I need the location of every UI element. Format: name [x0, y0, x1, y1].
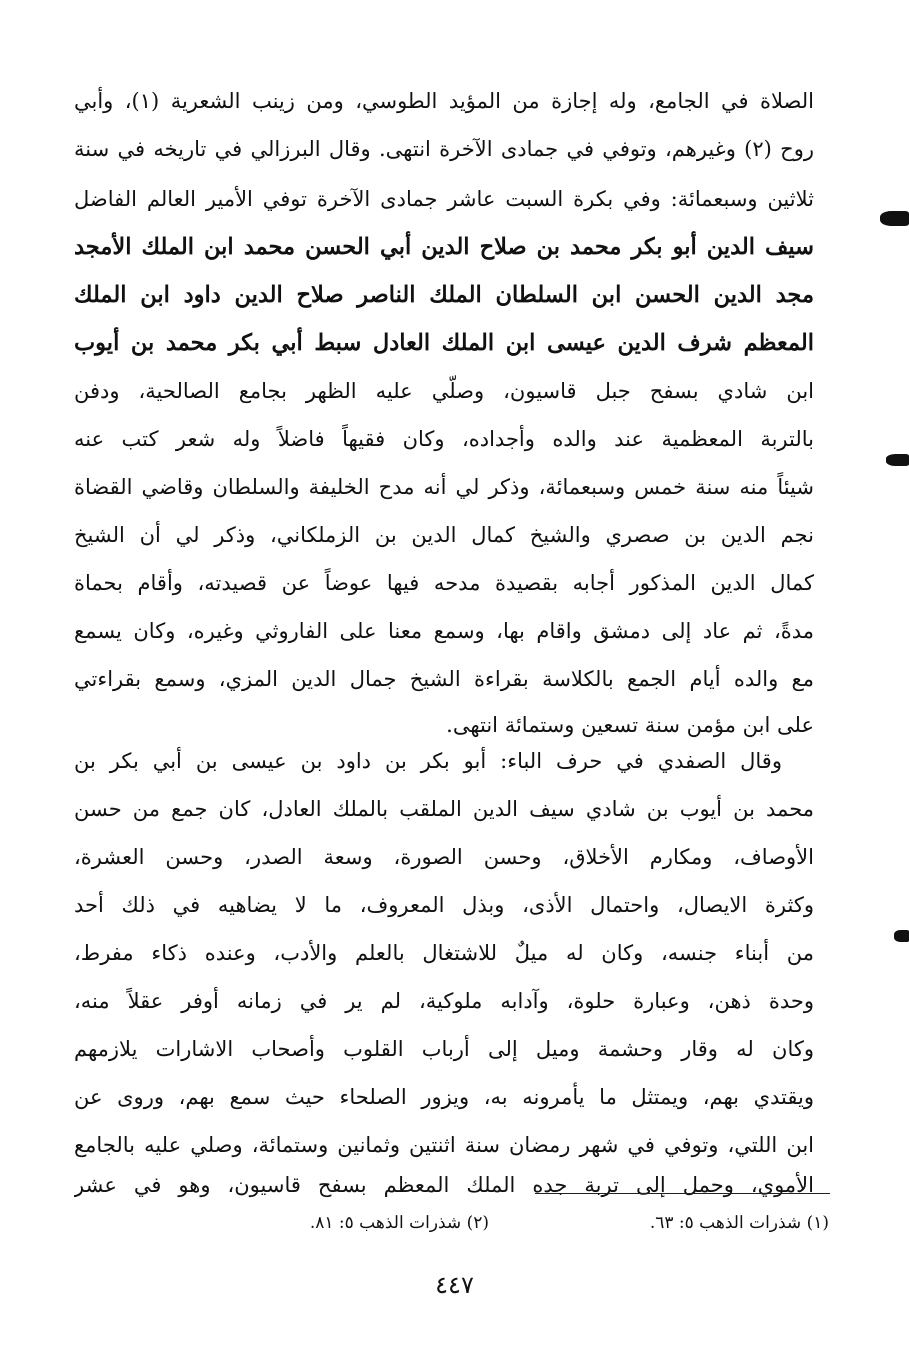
page-number: ٤٤٧ — [435, 1271, 474, 1299]
text-line-bold: سيف الدين أبو بكر محمد بن صلاح الدين أبي الحسن محمد ابن الملك الأمجد — [74, 234, 814, 260]
footnote-1: (١) شذرات الذهب ٥: ٦٣. — [649, 1213, 829, 1233]
text-line: ثلاثين وسبعمائة: وفي بكرة السبت عاشر جمادى الآخرة توفي الأمير العالم الفاضل — [74, 187, 814, 211]
text-line: روح (٢) وغيرهم، وتوفي في جمادى الآخرة انتهى. وقال البرزالي في تاريخه في سنة — [74, 137, 814, 161]
text-line: من أبناء جنسه، وكان له ميلٌ للاشتغال بالعلم والأدب، وعنده ذكاء مفرط، — [74, 941, 814, 965]
footnote-2: (٢) شذرات الذهب ٥: ٨١. — [309, 1213, 489, 1233]
text-line: وكثرة الايصال، واحتمال الأذى، وبذل المعروف، ما لا يضاهيه في ذلك أحد — [74, 893, 814, 917]
text-line: ابن اللتي، وتوفي في شهر رمضان سنة اثنتين وثمانين وستمائة، وصلي عليه بالجامع — [74, 1133, 814, 1157]
text-line: وقال الصفدي في حرف الباء: أبو بكر بن داود بن عيسى بن أبي بكر بن — [74, 749, 782, 773]
text-line: ابن شادي بسفح جبل قاسيون، وصلّي عليه الظهر بجامع الصالحية، ودفن — [74, 379, 814, 403]
text-line-bold: مجد الدين الحسن ابن السلطان الملك الناصر صلاح الدين داود ابن الملك — [74, 282, 814, 308]
text-line: وكان له وقار وحشمة وميل إلى أرباب القلوب وأصحاب الاشارات يلازمهم — [74, 1037, 814, 1061]
margin-mark-1 — [880, 211, 909, 226]
text-line: ويقتدي بهم، ويمتثل ما يأمرونه به، ويزور الصلحاء حيث سمع بهم، وروى عن — [74, 1085, 814, 1109]
text-line: الصلاة في الجامع، وله إجازة من المؤيد الطوسي، ومن زينب الشعرية (١)، وأبي — [74, 89, 814, 113]
text-line: الأموي، وحمل إلى تربة جده الملك المعظم بسفح قاسيون، وهو في عشر — [74, 1173, 814, 1197]
text-line: مدةً، ثم عاد إلى دمشق واقام بها، وسمع معنا على الفاروثي وغيره، وكان يسمع — [74, 619, 814, 643]
text-line: محمد بن أيوب بن شادي سيف الدين الملقب بالملك العادل، كان جمع من حسن — [74, 797, 814, 821]
margin-mark-3 — [894, 930, 909, 942]
text-line-bold: المعظم شرف الدين عيسى ابن الملك العادل سبط أبي بكر محمد بن أيوب — [74, 330, 814, 356]
text-line: الأوصاف، ومكارم الأخلاق، وحسن الصورة، وسعة الصدر، وحسن العشرة، — [74, 845, 814, 869]
footnote-divider — [535, 1193, 830, 1194]
text-line: وحدة ذهن، وعبارة حلوة، وآدابه ملوكية، لم ير في زمانه أوفر عقلاً منه، — [74, 989, 814, 1013]
text-line: على ابن مؤمن سنة تسعين وستمائة انتهى. — [446, 713, 814, 737]
text-line: بالتربة المعظمية عند والده وأجداده، وكان فقيهاً فاضلاً وله شعر كتب عنه — [74, 427, 814, 451]
text-line: كمال الدين المذكور أجابه بقصيدة مدحه فيها عوضاً عن قصيدته، وأقام بحماة — [74, 571, 814, 595]
margin-mark-2 — [886, 454, 909, 466]
text-line: نجم الدين بن صصري والشيخ كمال الدين بن الزملكاني، وذكر لي أن الشيخ — [74, 523, 814, 547]
text-line: شيئاً منه سنة خمس وسبعمائة، وذكر لي أنه مدح الخليفة والسلطان وقاضي القضاة — [74, 475, 814, 499]
text-line: مع والده أيام الجمع بالكلاسة بقراءة الشيخ جمال الدين المزي، وسمع بقراءتي — [74, 667, 814, 691]
